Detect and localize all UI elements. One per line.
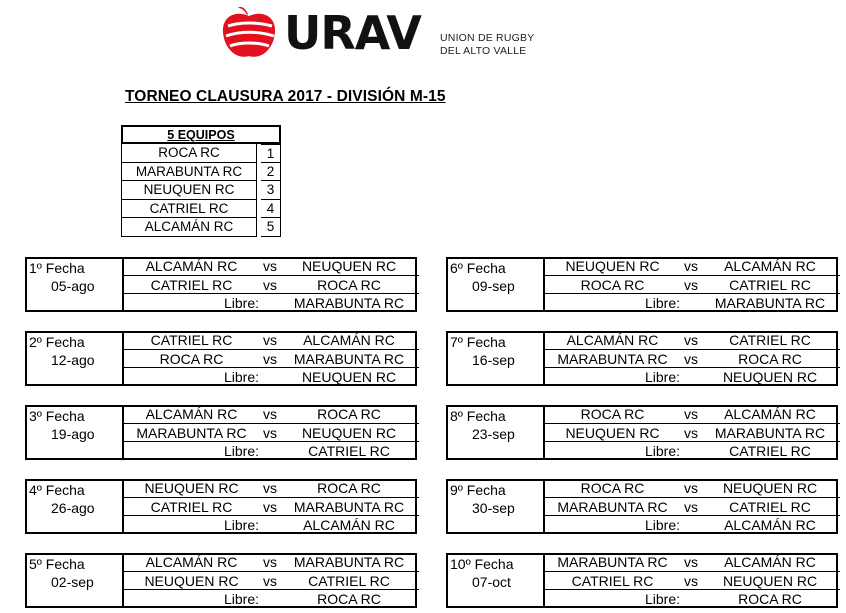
libre-label: Libre: — [223, 369, 259, 385]
vs-label: vs — [684, 277, 698, 293]
fixture-date: 12-ago — [51, 352, 95, 368]
match-row — [545, 275, 840, 294]
vs-label: vs — [263, 277, 277, 293]
away-team: NEUQUEN RC — [722, 573, 818, 589]
match-row — [124, 349, 419, 368]
fixture-round-label: 2º Fecha — [29, 334, 85, 350]
fixture-matches — [122, 553, 419, 608]
bye-row — [124, 293, 419, 312]
vs-label: vs — [263, 499, 277, 515]
home-team: MARABUNTA RC — [136, 425, 247, 441]
fixture-matches — [122, 479, 419, 534]
fixture-block — [446, 553, 838, 608]
fixture-block — [446, 331, 838, 386]
fixture-block — [446, 479, 838, 534]
away-team: ROCA RC — [317, 480, 381, 496]
fixture-matches — [122, 257, 419, 312]
fixture-date: 26-ago — [51, 500, 95, 516]
home-team: MARABUNTA RC — [557, 554, 668, 570]
match-row — [545, 405, 840, 423]
vs-label: vs — [263, 258, 277, 274]
match-row — [545, 423, 840, 442]
match-row — [124, 405, 419, 423]
vs-label: vs — [263, 573, 277, 589]
away-team: ALCAMÁN RC — [724, 406, 816, 422]
away-team: NEUQUEN RC — [301, 258, 397, 274]
team-number: 3 — [261, 181, 281, 200]
vs-label: vs — [684, 406, 698, 422]
vs-label: vs — [263, 425, 277, 441]
home-team: ROCA RC — [580, 277, 645, 293]
away-team: NEUQUEN RC — [301, 425, 397, 441]
match-row — [124, 553, 419, 571]
vs-label: vs — [684, 425, 698, 441]
match-row — [124, 571, 419, 590]
team-number: 4 — [261, 200, 281, 219]
vs-label: vs — [684, 499, 698, 515]
libre-label: Libre: — [644, 295, 680, 311]
logo-subtitle-line2: DEL ALTO VALLE — [440, 45, 527, 57]
bye-row — [545, 367, 840, 386]
fixture-block — [25, 479, 417, 534]
match-row — [545, 257, 840, 275]
match-row — [124, 275, 419, 294]
teams-heading: 5 EQUIPOS — [121, 125, 281, 144]
away-team: ROCA RC — [317, 406, 381, 422]
away-team: CATRIEL RC — [729, 332, 811, 348]
home-team: NEUQUEN RC — [565, 425, 660, 441]
bye-team: CATRIEL RC — [729, 443, 811, 459]
libre-label: Libre: — [644, 443, 680, 459]
match-row — [545, 349, 840, 368]
away-team: ROCA RC — [738, 351, 802, 367]
home-team: ALCAMÁN RC — [566, 332, 659, 348]
vs-label: vs — [263, 406, 277, 422]
home-team: MARABUNTA RC — [557, 499, 668, 515]
teams-list — [121, 144, 281, 237]
away-team: MARABUNTA RC — [293, 351, 405, 367]
home-team: NEUQUEN RC — [144, 480, 239, 496]
match-row — [545, 571, 840, 590]
away-team: CATRIEL RC — [308, 573, 390, 589]
fixture-block — [25, 331, 417, 386]
vs-label: vs — [263, 480, 277, 496]
team-name: MARABUNTA RC — [121, 163, 257, 182]
match-row — [545, 331, 840, 349]
urav-logo — [218, 4, 558, 62]
home-team: CATRIEL RC — [150, 277, 233, 293]
fixture-date: 23-sep — [472, 426, 515, 442]
team-row — [121, 218, 281, 237]
match-row — [124, 423, 419, 442]
libre-label: Libre: — [644, 369, 680, 385]
fixture-matches — [543, 553, 840, 608]
libre-label: Libre: — [223, 517, 259, 533]
logo-subtitle-line1: UNION DE RUGBY — [440, 32, 535, 44]
fixture-date: 16-sep — [472, 352, 515, 368]
bye-row — [124, 515, 419, 534]
bye-row — [124, 589, 419, 608]
fixture-round-label: 10º Fecha — [450, 556, 514, 572]
bye-team: CATRIEL RC — [308, 443, 390, 459]
home-team: ALCAMÁN RC — [145, 258, 238, 274]
teams-table — [121, 125, 281, 237]
home-team: CATRIEL RC — [571, 573, 654, 589]
home-team: CATRIEL RC — [150, 332, 233, 348]
home-team: ALCAMÁN RC — [145, 406, 238, 422]
fixture-date: 09-sep — [472, 278, 515, 294]
fixture-date: 05-ago — [51, 278, 95, 294]
vs-label: vs — [684, 480, 698, 496]
fixture-block — [25, 257, 417, 312]
vs-label: vs — [684, 573, 698, 589]
fixture-round-label: 5º Fecha — [29, 556, 85, 572]
fixture-round-label: 4º Fecha — [29, 482, 85, 498]
team-name: CATRIEL RC — [121, 200, 257, 219]
team-number: 2 — [261, 163, 281, 182]
home-team: MARABUNTA RC — [557, 351, 668, 367]
logo-wordmark: URAV — [284, 6, 421, 60]
team-number: 1 — [261, 144, 281, 163]
vs-label: vs — [684, 332, 698, 348]
vs-label: vs — [684, 258, 698, 274]
home-team: ROCA RC — [159, 351, 224, 367]
page-title: TORNEO CLAUSURA 2017 - DIVISIÓN M-15 — [125, 88, 446, 105]
team-name: NEUQUEN RC — [121, 181, 257, 200]
vs-label: vs — [263, 351, 277, 367]
match-row — [124, 479, 419, 497]
team-name: ROCA RC — [121, 144, 257, 163]
fixture-round-label: 7º Fecha — [450, 334, 506, 350]
fixture-block — [446, 405, 838, 460]
away-team: ALCAMÁN RC — [303, 332, 395, 348]
match-row — [124, 331, 419, 349]
vs-label: vs — [263, 332, 277, 348]
team-row — [121, 144, 281, 163]
fixture-block — [25, 405, 417, 460]
bye-team: ALCAMÁN RC — [724, 517, 816, 533]
fixture-block — [25, 553, 417, 608]
libre-label: Libre: — [223, 591, 259, 607]
home-team: ROCA RC — [580, 480, 645, 496]
away-team: MARABUNTA RC — [293, 499, 405, 515]
away-team: MARABUNTA RC — [293, 554, 405, 570]
fixture-round-label: 8º Fecha — [450, 408, 506, 424]
away-team: ALCAMÁN RC — [724, 258, 816, 274]
bye-row — [545, 589, 840, 608]
bye-team: ROCA RC — [738, 591, 802, 607]
libre-label: Libre: — [644, 517, 680, 533]
fixture-date: 30-sep — [472, 500, 515, 516]
home-team: ROCA RC — [580, 406, 645, 422]
home-team: NEUQUEN RC — [144, 573, 239, 589]
team-row — [121, 200, 281, 219]
libre-label: Libre: — [223, 443, 259, 459]
team-name: ALCAMÁN RC — [121, 218, 257, 237]
logo-subtitle — [440, 32, 534, 58]
bye-team: MARABUNTA RC — [714, 295, 826, 311]
fixture-matches — [543, 257, 840, 312]
team-row — [121, 163, 281, 182]
home-team: NEUQUEN RC — [565, 258, 660, 274]
fixture-round-label: 6º Fecha — [450, 260, 506, 276]
fixture-matches — [122, 405, 419, 460]
match-row — [545, 497, 840, 516]
home-team: CATRIEL RC — [150, 499, 233, 515]
vs-label: vs — [684, 554, 698, 570]
apple-logo-icon — [218, 4, 280, 62]
bye-row — [124, 441, 419, 460]
bye-row — [545, 441, 840, 460]
fixture-date: 19-ago — [51, 426, 95, 442]
fixture-matches — [543, 331, 840, 386]
match-row — [124, 257, 419, 275]
bye-row — [545, 515, 840, 534]
fixture-date: 02-sep — [51, 574, 94, 590]
vs-label: vs — [684, 351, 698, 367]
fixture-matches — [122, 331, 419, 386]
match-row — [545, 553, 840, 571]
home-team: ALCAMÁN RC — [145, 554, 238, 570]
away-team: CATRIEL RC — [729, 499, 811, 515]
bye-team: NEUQUEN RC — [722, 369, 818, 385]
away-team: ALCAMÁN RC — [724, 554, 816, 570]
away-team: CATRIEL RC — [729, 277, 811, 293]
fixture-matches — [543, 405, 840, 460]
away-team: ROCA RC — [317, 277, 381, 293]
fixture-matches — [543, 479, 840, 534]
away-team: NEUQUEN RC — [722, 480, 818, 496]
team-row — [121, 181, 281, 200]
libre-label: Libre: — [223, 295, 259, 311]
fixture-date: 07-oct — [472, 574, 511, 590]
bye-team: MARABUNTA RC — [293, 295, 405, 311]
away-team: MARABUNTA RC — [714, 425, 826, 441]
bye-team: ALCAMÁN RC — [303, 517, 395, 533]
bye-team: NEUQUEN RC — [301, 369, 397, 385]
fixture-round-label: 9º Fecha — [450, 482, 506, 498]
libre-label: Libre: — [644, 591, 680, 607]
fixture-block — [446, 257, 838, 312]
bye-row — [545, 293, 840, 312]
fixture-round-label: 1º Fecha — [29, 260, 85, 276]
team-number: 5 — [261, 218, 281, 237]
match-row — [545, 479, 840, 497]
match-row — [124, 497, 419, 516]
bye-team: ROCA RC — [317, 591, 381, 607]
bye-row — [124, 367, 419, 386]
fixture-round-label: 3º Fecha — [29, 408, 85, 424]
vs-label: vs — [263, 554, 277, 570]
